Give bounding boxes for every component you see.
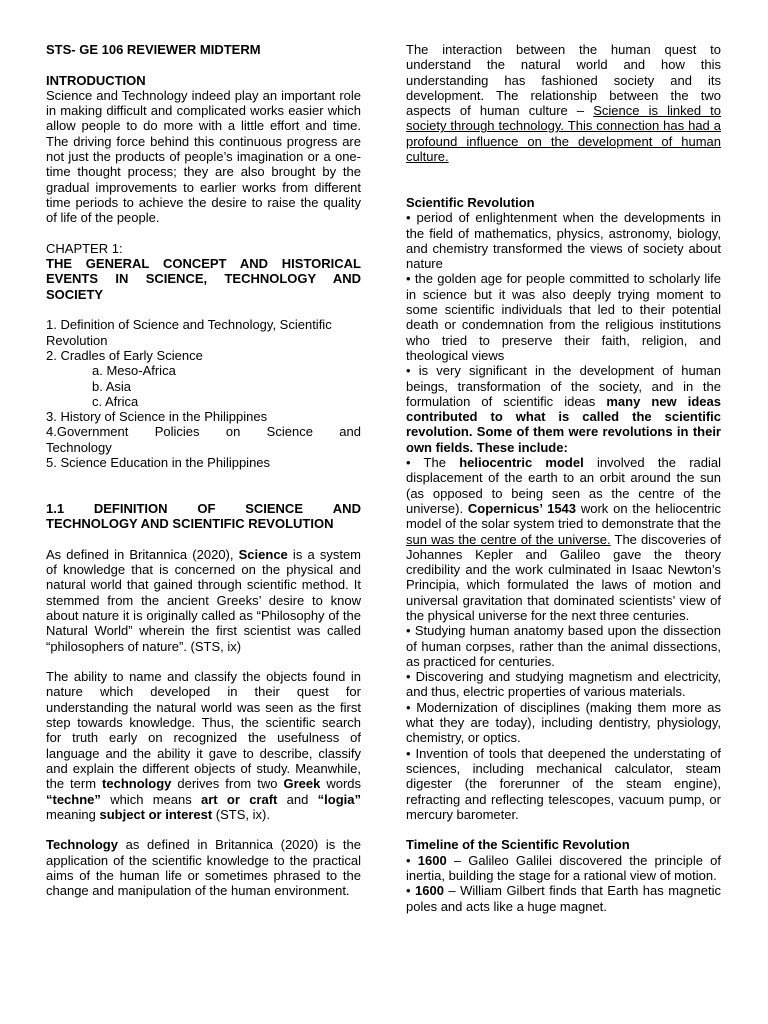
ability-text: words [320, 776, 362, 792]
toc-item-4-word: Policies [154, 424, 200, 440]
timeline-entry-2 [406, 883, 721, 914]
science-definition-paragraph [46, 547, 361, 654]
subject-interest-term: subject or interest [99, 806, 213, 822]
toc-item-4-word: Science [266, 424, 313, 440]
section-heading-word: OF [197, 500, 216, 516]
sci-rev-bullet-2: • the golden age for people committed to scholarly life in science but it was also deeply trying moment to some scientific individuals that led to their potential death or condemnation from the religious institutions who tried to preserve their faith, religion, and theological views [406, 271, 721, 363]
section-heading-word: 1.1 [46, 500, 65, 516]
ability-text: (STS, ix). [212, 806, 270, 822]
toc-item-2a: a. Meso-Africa [92, 363, 176, 379]
toc-item-4 [46, 424, 361, 439]
bullet-marker: • [406, 883, 416, 899]
toc-item-4-word: 4.Government [46, 424, 129, 440]
bullet-text: involved the radial displacement of the earth to an orbit around the sun (as opposed to being seen as the centre of the universe). [406, 455, 721, 516]
section-heading-line2: TECHNOLOGY AND SCIENTIFIC REVOLUTION [46, 516, 334, 532]
timeline-year: 1600 [417, 852, 447, 868]
sci-rev-bullet-4 [406, 455, 721, 623]
sci-rev-bullet-3 [406, 363, 721, 455]
right-column [406, 42, 721, 914]
toc-item-2b: b. Asia [92, 378, 132, 394]
sci-rev-bullet-7: • Modernization of disciplines (making them more as what they are today), including dentistry, physiology, chemistry, or optics. [406, 699, 721, 746]
ability-text: meaning [46, 806, 100, 822]
ability-text: which means [100, 791, 202, 807]
bullet-text: • is very significant in the development of human beings, transformation of the society, and in the formulation of scientific ideas [406, 363, 721, 409]
timeline-heading: Timeline of the Scientific Revolution [406, 837, 630, 853]
technology-definition-body: as defined in Britannica (2020) is the application of the scientific knowledge to the practical aims of the human life or sometimes phrased to the change and manipulation of the human environment. [46, 837, 361, 899]
section-heading-line1 [46, 501, 361, 516]
sci-rev-bullet-8: • Invention of tools that deepened the understating of sciences, including mechanical calculator, steam digester (the forerunner of the steam engine), refracting and reflecting telescopes, vacuum pump, or mercury barometer. [406, 745, 721, 822]
bullet-text: The discoveries of Johannes Kepler and Galileo gave the theory credibility and the work culminated in Isaac Newton’s Principia, which formulated the laws of motion and universal gravitation that dominated scientists’ view of the physical universe for the next three centuries. [406, 531, 721, 623]
section-heading-word: SCIENCE [245, 500, 303, 516]
toc-item-5: 5. Science Education in the Philippines [46, 455, 271, 471]
ability-text: and [277, 791, 318, 807]
section-heading-word: AND [332, 500, 361, 516]
interaction-text: The interaction between the human quest to understand the natural world and how this understanding has fashioned society and its development. The relationship between the two aspects of human culture – [406, 42, 721, 119]
science-definition-pre: As defined in Britannica (2020), [46, 546, 239, 562]
section-heading-word: DEFINITION [93, 500, 168, 516]
toc-item-4-cont: Technology [46, 439, 112, 455]
timeline-text: – Galileo Galilei discovered the principle of inertia, building the stage for a rational view of motion. [406, 852, 721, 884]
heliocentric-term: heliocentric model [459, 455, 584, 471]
science-term: Science [238, 546, 288, 562]
bullet-underlined: sun was the centre of the universe. [406, 531, 611, 547]
intro-paragraph: Science and Technology indeed play an important role in making difficult and complicated works easier which allow people to do more with a little effort and time. The driving force behind this continuous progress are not just the products of people’s imagination or a one-time thought process; they are also brought by the gradual improvements to earlier works from different time periods to achieve the desire to raise the quality of life of the people. [46, 87, 361, 226]
interaction-paragraph [406, 42, 721, 164]
toc-item-1: 1. Definition of Science and Technology, Scientific Revolution [46, 317, 332, 348]
technology-definition-paragraph [46, 837, 361, 898]
document-title: STS- GE 106 REVIEWER MIDTERM [46, 42, 261, 57]
ability-text: derives from two [171, 776, 284, 792]
techne-term: “techne” [46, 791, 101, 807]
toc-item-4-word: on [225, 424, 241, 440]
left-column [46, 42, 361, 899]
art-craft-term: art or craft [201, 791, 278, 807]
intro-heading: INTRODUCTION [46, 72, 146, 88]
toc-item-2c: c. Africa [92, 393, 139, 409]
greek-term: Greek [283, 776, 321, 792]
toc-item-3: 3. History of Science in the Philippines [46, 409, 268, 425]
bullet-text: • The [406, 455, 460, 471]
toc-item-4-word: and [339, 424, 361, 440]
bullet-marker: • [406, 852, 418, 868]
copernicus-term: Copernicus’ 1543 [467, 500, 577, 516]
chapter-label: CHAPTER 1: [46, 240, 123, 256]
timeline-year: 1600 [415, 883, 444, 899]
timeline-text: – William Gilbert finds that Earth has magnetic poles and acts like a huge magnet. [406, 883, 721, 914]
ability-text: The ability to name and classify the objects found in nature which developed in their quest for understanding the natural world was seen as the first step towards knowledge. Thus, the scientific search for truth early on recognized the usefulness of language and the ability it gave to describe, classify and explain the different objects of study. Meanwhile, the term [46, 669, 361, 792]
logia-term: “logia” [317, 791, 361, 807]
toc-item-2: 2. Cradles of Early Science [46, 347, 203, 363]
scientific-revolution-heading: Scientific Revolution [406, 194, 535, 210]
bullet-text: work on the heliocentric model of the solar system tried to demonstrate that the [406, 500, 721, 532]
chapter-title: THE GENERAL CONCEPT AND HISTORICAL EVENTS IN SCIENCE, TECHNOLOGY AND SOCIETY [46, 256, 361, 302]
ability-paragraph [46, 669, 361, 822]
interaction-underlined: Science is linked to society through technology. This connection has had a profound influence on the development of human culture. [406, 103, 722, 165]
technology-term: technology [102, 776, 172, 792]
timeline-entry-1 [406, 853, 721, 884]
sci-rev-bullet-6: • Discovering and studying magnetism and electricity, and thus, electric properties of various materials. [406, 669, 721, 700]
sci-rev-bullet-1: • period of enlightenment when the developments in the field of mathematics, physics, astronomy, biology, and chemistry transformed the views of society about nature [406, 210, 721, 272]
science-definition-body: is a system of knowledge that is concerned on the physical and natural world that gained through scientific method. It stemmed from the ancient Greeks’ desire to know about nature it is originally called as “Philosophy of the Natural World” wherein the first scientist was called “philosophers of nature”. (STS, ix) [46, 546, 362, 654]
bullet-bold: many new ideas contributed to what is called the scientific revolution. Some of them were revolutions in their own fields. These include: [406, 393, 721, 455]
sci-rev-bullet-5: • Studying human anatomy based upon the dissection of human corpses, rather than the animal dissections, as practiced for centuries. [406, 623, 721, 669]
technology-definition-term: Technology [46, 837, 118, 853]
